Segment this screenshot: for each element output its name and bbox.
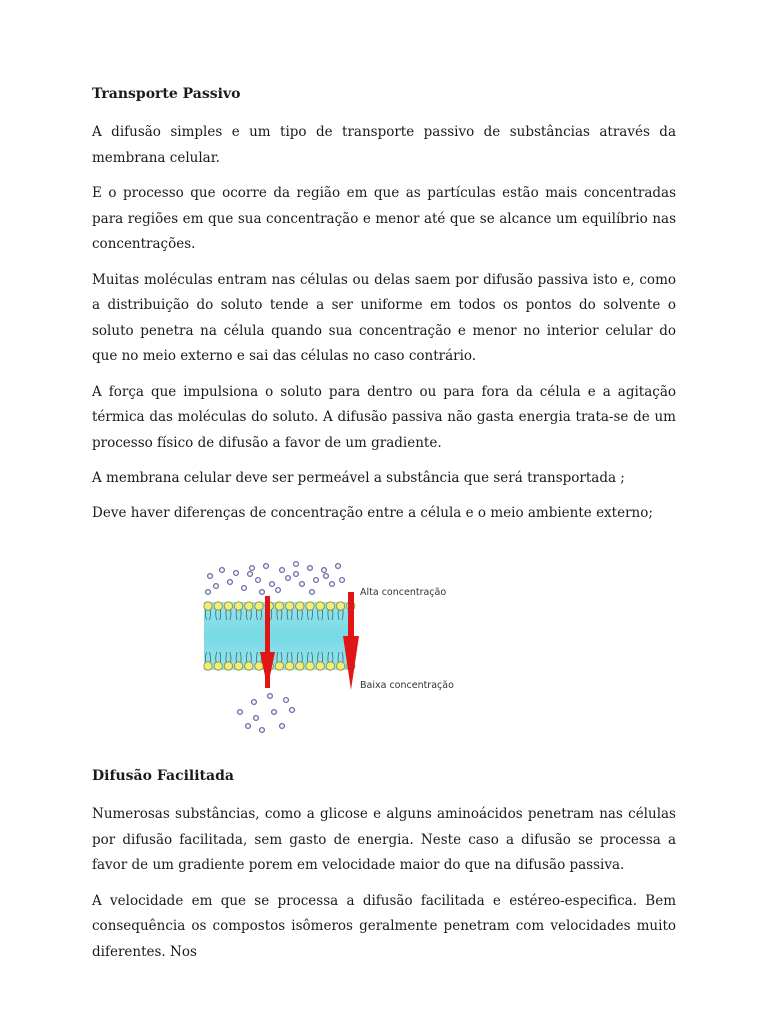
- paragraph: A membrana celular deve ser permeável a substância que será transportada ;: [92, 470, 625, 486]
- paragraph: Numerosas substâncias, como a glicose e alguns aminoácidos penetram nas células por difusão facilitada, sem gasto de energia. Neste caso a difusão se processa a favor de um gradiente porem em velocidade maior do que na difusão passiva.: [92, 806, 676, 873]
- lipid-head: [234, 662, 242, 670]
- membrane-shade: [204, 602, 354, 670]
- solute-particle: [308, 566, 313, 571]
- lipid-head: [275, 602, 283, 610]
- lipid-head: [245, 602, 253, 610]
- paragraph: Deve haver diferenças de concentração entre a célula e o meio ambiente externo;: [92, 504, 653, 521]
- solute-particle: [242, 586, 247, 591]
- solute-particle: [276, 588, 281, 593]
- solute-particle: [300, 582, 305, 587]
- paragraph: E o processo que ocorre da região em que as partículas estão mais concentradas para regiões em que sua concentração e menor até que se alcance um equilíbrio nas concentrações.: [92, 185, 676, 252]
- solute-particle: [310, 590, 315, 595]
- paragraph: A velocidade em que se processa a difusão facilitada e estéreo-especifica. Bem consequência os compostos isômeros geralmente penetram com velocidades muito diferentes. Nos: [92, 892, 676, 960]
- solute-particle: [214, 584, 219, 589]
- lipid-head: [234, 602, 242, 610]
- solute-particle: [206, 590, 211, 595]
- lipid-head: [275, 662, 283, 670]
- lipid-head: [336, 602, 344, 610]
- lipid-head: [204, 662, 212, 670]
- solute-particle: [314, 578, 319, 583]
- section-heading-difusao-facilitada: Difusão Facilitada: [92, 768, 234, 784]
- solute-particle: [256, 578, 261, 583]
- solute-particle: [340, 578, 345, 583]
- lipid-head: [285, 662, 293, 670]
- solute-particle: [252, 700, 257, 705]
- label-low-concentration: Baixa concentração: [360, 680, 454, 691]
- solute-particle: [264, 564, 269, 569]
- solute-particle: [228, 580, 233, 585]
- solute-particle: [234, 571, 239, 576]
- solute-particle: [324, 574, 329, 579]
- solute-particle: [322, 568, 327, 573]
- lipid-head: [285, 602, 293, 610]
- paragraph: Muitas moléculas entram nas células ou delas saem por difusão passiva isto e, como a distribuição do soluto tende a ser uniforme em todos os pontos do solvente o soluto penetra na célula quando sua concentração e menor no interior celular do que no meio externo e sai das células no caso contrário.: [92, 271, 676, 364]
- solute-particle: [284, 698, 289, 703]
- paragraph: A força que impulsiona o soluto para dentro ou para fora da célula e a agitação térmica das moléculas do soluto. A difusão passiva não gasta energia trata-se de um processo físico de difusão a favor de um gradiente.: [92, 383, 676, 451]
- section-heading-transporte-passivo: Transporte Passivo: [92, 86, 241, 102]
- solute-particle: [250, 566, 255, 571]
- label-high-concentration: Alta concentração: [360, 587, 447, 598]
- lipid-head: [296, 662, 304, 670]
- lipid-head: [245, 662, 253, 670]
- solute-particle: [270, 582, 275, 587]
- lipid-head: [326, 602, 334, 610]
- lipid-head: [306, 662, 314, 670]
- lipid-head: [326, 662, 334, 670]
- lipid-head: [224, 662, 232, 670]
- solute-particle: [260, 728, 265, 733]
- membrane-diffusion-figure: [92, 540, 676, 740]
- solute-particle: [336, 564, 341, 569]
- solute-particle: [260, 590, 265, 595]
- solute-particle: [248, 572, 253, 577]
- paragraph: A difusão simples e um tipo de transporte passivo de substâncias através da membrana celular.: [92, 124, 676, 166]
- lipid-head: [255, 602, 263, 610]
- membrane-diagram: [192, 540, 462, 740]
- document-content: [92, 84, 676, 975]
- solute-particle: [254, 716, 259, 721]
- lipid-head: [204, 602, 212, 610]
- lipid-head: [336, 662, 344, 670]
- lipid-head: [316, 662, 324, 670]
- solute-particle: [272, 710, 277, 715]
- solute-particle: [208, 574, 213, 579]
- solute-particle: [268, 694, 273, 699]
- lipid-head: [255, 662, 263, 670]
- solute-particle: [330, 582, 335, 587]
- lipid-head: [296, 602, 304, 610]
- solute-particle: [238, 710, 243, 715]
- solute-particle: [286, 576, 291, 581]
- lipid-head: [224, 602, 232, 610]
- lipid-head: [214, 662, 222, 670]
- solute-particle: [294, 572, 299, 577]
- solute-particle: [280, 568, 285, 573]
- solute-particle: [290, 708, 295, 713]
- solute-particle: [220, 568, 225, 573]
- lipid-head: [316, 602, 324, 610]
- solute-particle: [246, 724, 251, 729]
- lipid-head: [214, 602, 222, 610]
- lipid-head: [306, 602, 314, 610]
- solute-particle: [280, 724, 285, 729]
- solute-particle: [294, 562, 299, 567]
